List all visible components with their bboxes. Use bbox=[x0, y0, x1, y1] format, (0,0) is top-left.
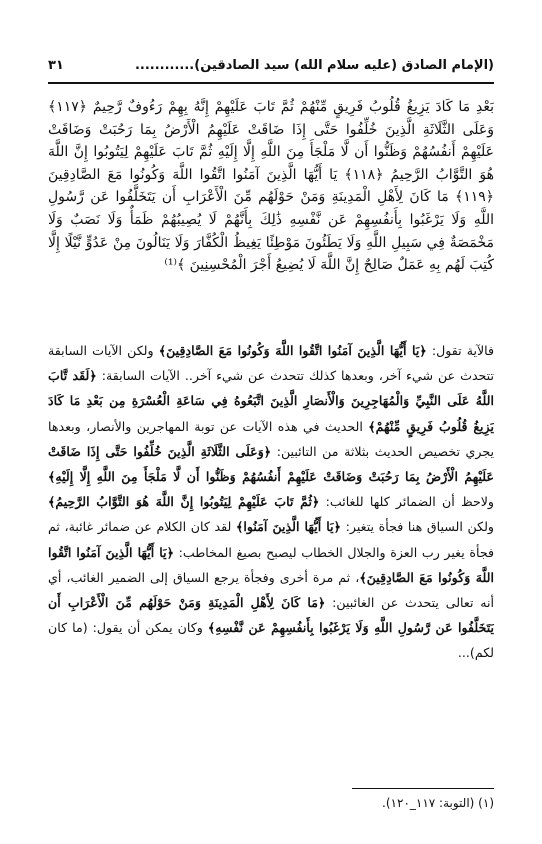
header-rule bbox=[48, 82, 494, 84]
text-segment: فالآية تقول: bbox=[426, 343, 494, 358]
quran-quote: ﴿لَقَد تَّابَ اللَّهُ عَلَى النَّبِيِّ وَالْمُهَاجِرِينَ وَالْأَنصَارِ الَّذِينَ اتَّبَعُوهُ فِي سَاعَةِ الْعُسْرَةِ مِن بَعْدِ مَا كَادَ يَزِيغُ قُلُوبُ فَرِيقٍ مِّنْهُمْ﴾ bbox=[48, 368, 494, 434]
text-segment: ولاحظ أن الضمائر كلها للغائب: bbox=[319, 494, 494, 510]
quran-quote: ﴿مَا كَانَ لِأَهْلِ الْمَدِينَةِ وَمَنْ حَوْلَهُم مِّنَ الْأَعْرَابِ أَن يَتَخَلَّفُوا عَن رَّسُولِ اللَّهِ وَلَا يَرْغَبُوا بِأَنفُسِهِمْ عَن نَّفْسِهِ﴾ bbox=[48, 595, 494, 636]
text-segment: الحديث في هذه الآيات عن توبة المهاجرين والأنصار، وبعدها يجري تخصيص الحديث بثلاثة من التائبين: bbox=[48, 418, 494, 459]
text-segment: ، ثم مرة أخرى وفجأة يرجع السياق إلى الضمير الغائب، أي أنه تعالى يتحدث عن الغائبين: bbox=[48, 569, 494, 611]
footnote: (١) (التوبة: ١١٧_١٢٠). bbox=[382, 796, 494, 810]
footnote-rule bbox=[352, 788, 494, 789]
text-segment: ولكن السياق هنا فجأة يتغير: bbox=[340, 519, 494, 535]
quran-quote: ﴿وَعَلَى الثَّلَاثَةِ الَّذِينَ خُلِّفُوا حَتَّى إِذَا ضَاقَتْ عَلَيْهِمُ الْأَرْضُ بِمَا رَحُبَتْ وَضَاقَتْ عَلَيْهِمْ أَنفُسُهُمْ وَظَنُّوا أَن لَّا مَلْجَأَ مِنَ اللَّهِ إِلَّا إِلَيْهِ﴾ bbox=[48, 443, 494, 485]
quran-quote: ﴿يَا أَيُّهَا الَّذِينَ آمَنُوا﴾ bbox=[235, 519, 341, 535]
quran-quote: ﴿يَا أَيُّهَا الَّذِينَ آمَنُوا اتَّقُوا اللَّهَ وَكُونُوا مَعَ الصَّادِقِينَ﴾ bbox=[158, 343, 427, 358]
quran-quote: ﴿ثُمَّ تَابَ عَلَيْهِمْ لِيَتُوبُوا إِنَّ اللَّهَ هُوَ التَّوَّابُ الرَّحِيمُ﴾ bbox=[48, 494, 320, 510]
commentary-paragraph bbox=[48, 338, 494, 690]
page-number: ٣١ bbox=[48, 58, 64, 73]
header-title: (الإمام الصادق (عليه سلام الله) سيد الصادقين)............ bbox=[134, 58, 494, 73]
quran-quote: ﴿يَا أَيُّهَا الَّذِينَ آمَنُوا اتَّقُوا اللَّهَ وَكُونُوا مَعَ الصَّادِقِينَ﴾ bbox=[48, 544, 494, 585]
quran-verses: بَعْدِ مَا كَادَ يَزِيغُ قُلُوبُ فَرِيقٍ مِّنْهُمْ ثُمَّ تَابَ عَلَيْهِمْ إِنَّهُ بِهِمْ رَءُوفٌ رَّحِيمٌ ﴿١١٧﴾ وَعَلَى الثَّلَاثَةِ الَّذِينَ خُلِّفُوا حَتَّى إِذَا ضَاقَتْ عَلَيْهِمُ الْأَرْضُ بِمَا رَحُبَتْ وَضَاقَتْ عَلَيْهِمْ أَنفُسُهُمْ وَظَنُّوا أَن لَّا مَلْجَأَ مِنَ اللَّهِ إِلَّا إِلَيْهِ ثُمَّ تَابَ عَلَيْهِمْ لِيَتُوبُوا إِنَّ اللَّهَ هُوَ التَّوَّابُ الرَّحِيمُ ﴿١١٨﴾ يَا أَيُّهَا الَّذِينَ آمَنُوا اتَّقُوا اللَّهَ وَكُونُوا مَعَ الصَّادِقِينَ ﴿١١٩﴾ مَا كَانَ لِأَهْلِ الْمَدِينَةِ وَمَنْ حَوْلَهُم مِّنَ الْأَعْرَابِ أَن يَتَخَلَّفُوا عَن رَّسُولِ اللَّهِ وَلَا يَرْغَبُوا بِأَنفُسِهِمْ عَن نَّفْسِهِ ذَٰلِكَ بِأَنَّهُمْ لَا يُصِيبُهُمْ ظَمَأٌ وَلَا نَصَبٌ وَلَا مَخْمَصَةٌ فِي سَبِيلِ اللَّهِ وَلَا يَطَئُونَ مَوْطِئًا يَغِيظُ الْكُفَّارَ وَلَا يَنَالُونَ مِنْ عَدُوٍّ نَّيْلًا إِلَّا كُتِبَ لَهُم بِهِ عَمَلٌ صَالِحٌ إِنَّ اللَّهَ لَا يُضِيعُ أَجْرَ الْمُحْسِنِينَ ﴾⁽¹⁾ bbox=[48, 99, 494, 274]
text-segment: ولكن الآيات السابقة تتحدث عن شيء آخر، وبعدها كذلك تتحدث عن شيء آخر.. الآيات السابقة: bbox=[48, 343, 494, 384]
running-header bbox=[48, 58, 494, 73]
text-segment: لقد كان الكلام عن ضمائر غائبة، ثم فجأة يغير رب العزة والجلال الخطاب ليصبح بصيغ المخاطب: bbox=[48, 519, 494, 560]
text-segment: وكان يمكن أن يقول: (ما كان لكم)... bbox=[48, 620, 494, 661]
